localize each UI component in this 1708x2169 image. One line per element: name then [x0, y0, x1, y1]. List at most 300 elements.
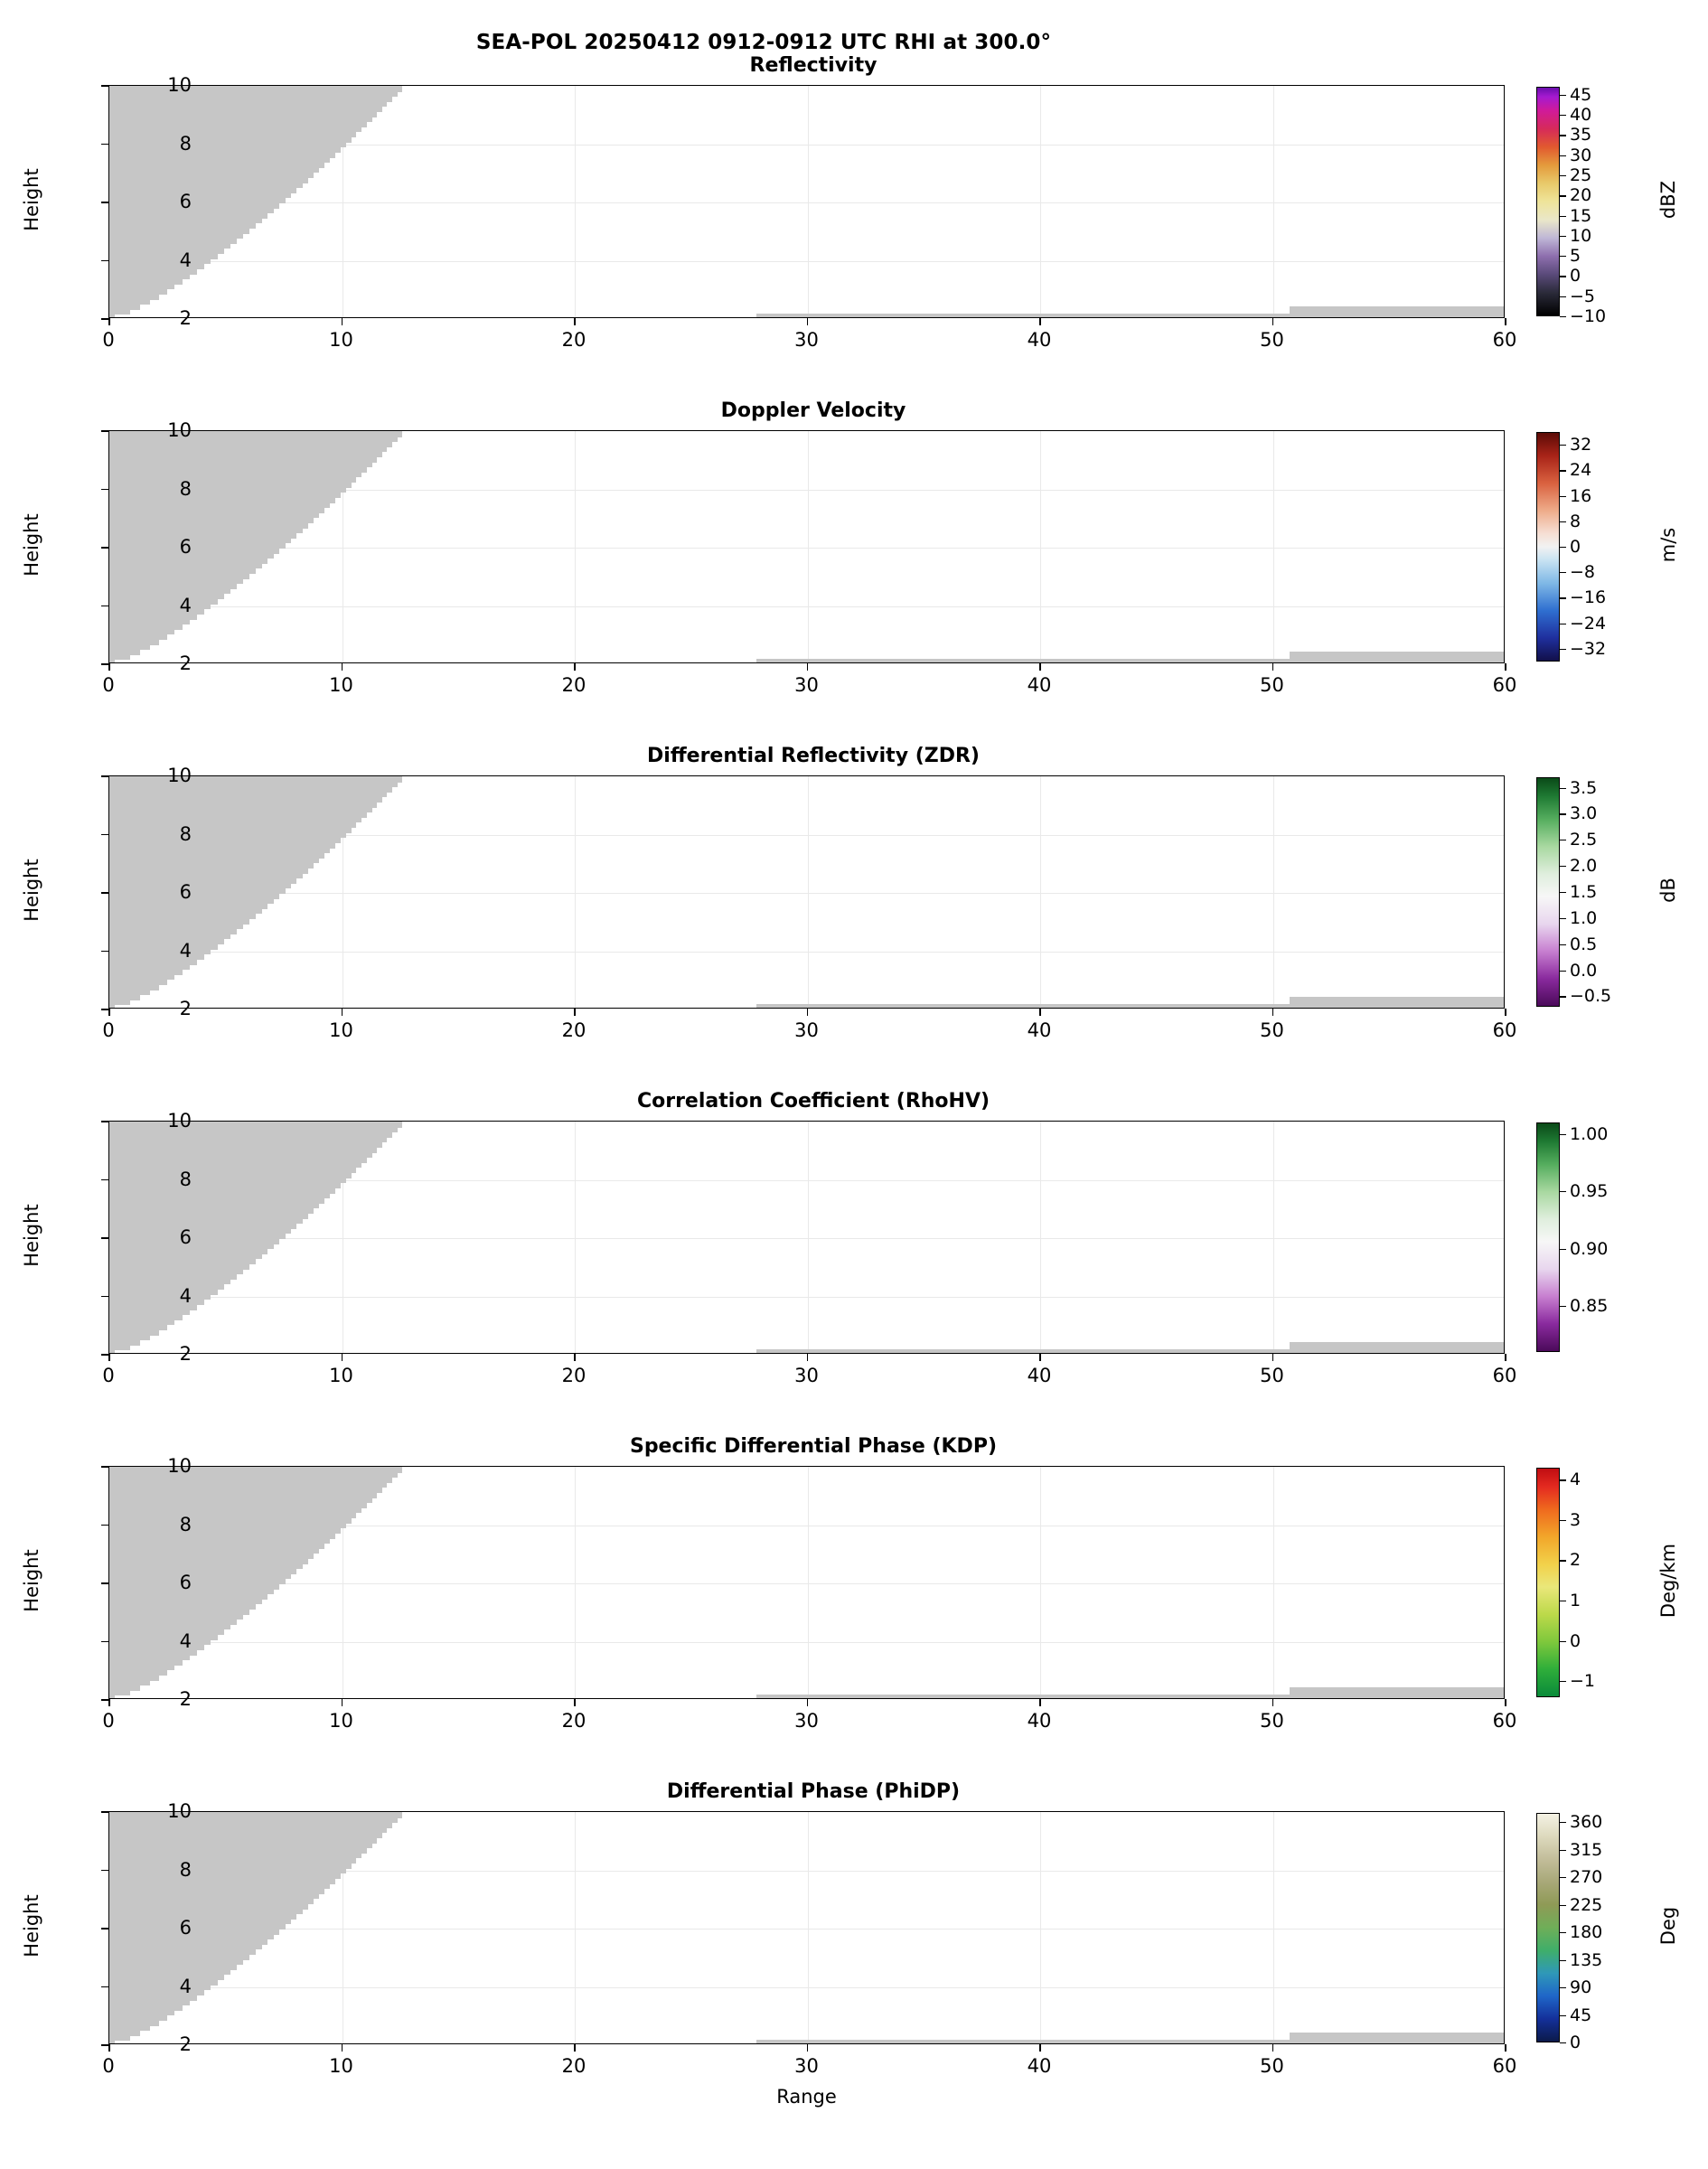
gridline-vertical	[575, 1812, 576, 2043]
masked-cell	[109, 1269, 243, 1275]
colorbar-tick-mark	[1560, 521, 1566, 522]
colorbar-tick-label: 25	[1570, 165, 1592, 186]
y-tick-label: 2	[179, 307, 192, 329]
x-tick-label: 10	[329, 2055, 353, 2077]
gridline-vertical	[1040, 1122, 1041, 1353]
colorbar-tick-mark	[1560, 1822, 1566, 1823]
colorbar-tick-label: 10	[1570, 225, 1592, 246]
masked-cell	[109, 1193, 330, 1199]
gridline-vertical	[808, 1812, 809, 2043]
masked-cell	[109, 1538, 330, 1545]
x-tick-mark	[1272, 318, 1274, 325]
y-tick-label: 8	[179, 1168, 192, 1190]
x-tick-label: 60	[1492, 674, 1517, 696]
masked-cell	[109, 984, 159, 991]
y-tick-mark	[101, 1466, 108, 1468]
colorbar-tick-label: 1.0	[1570, 907, 1598, 928]
masked-cell	[109, 233, 243, 239]
masked-cell	[109, 862, 314, 869]
colorbar-tick-label: −8	[1570, 562, 1596, 583]
y-tick-label: 6	[179, 536, 192, 558]
x-tick-mark	[108, 1699, 110, 1706]
masked-cell	[109, 1837, 377, 1844]
masked-cell	[109, 278, 183, 285]
gridline-vertical	[808, 431, 809, 662]
y-tick-label: 10	[167, 1455, 192, 1477]
masked-cell	[109, 792, 387, 798]
colorbar-tick-mark	[1560, 95, 1566, 96]
masked-cell	[109, 1669, 167, 1676]
gridline-vertical	[1273, 431, 1274, 662]
y-tick-label: 6	[179, 1917, 192, 1939]
x-tick-mark	[574, 1354, 576, 1361]
colorbar-tick-mark	[1560, 788, 1566, 789]
x-tick-label: 20	[561, 1365, 587, 1386]
x-tick-label: 50	[1260, 2055, 1284, 2077]
plot-area	[108, 1121, 1505, 1354]
y-tick-mark	[101, 1641, 108, 1643]
x-tick-mark	[1039, 663, 1041, 671]
x-tick-mark	[1272, 2044, 1274, 2052]
chart-panel-4	[0, 1090, 1708, 1388]
masked-cell	[109, 157, 330, 164]
masked-cell	[109, 462, 372, 468]
x-tick-label: 10	[329, 1019, 353, 1041]
colorbar-tick-label: 3.0	[1570, 803, 1598, 824]
y-tick-label: 2	[179, 1688, 192, 1710]
y-axis-label: Height	[21, 1549, 42, 1612]
colorbar-tick-mark	[1560, 1681, 1566, 1682]
x-tick-mark	[1039, 1009, 1041, 1016]
colorbar-tick-label: 16	[1570, 485, 1592, 506]
masked-cell	[109, 1502, 367, 1508]
colorbar-tick-label: 270	[1570, 1867, 1603, 1888]
colorbar	[1536, 777, 1560, 1007]
x-tick-label: 60	[1492, 329, 1517, 351]
colorbar-tick-label: 360	[1570, 1812, 1603, 1833]
y-axis-label: Height	[21, 513, 42, 577]
masked-cell	[109, 2025, 150, 2032]
masked-cell	[109, 1954, 249, 1960]
masked-cell	[109, 218, 262, 224]
colorbar-tick-label: 0	[1570, 2033, 1581, 2052]
x-tick-mark	[1039, 318, 1041, 325]
masked-region-low-level-band-1	[756, 1695, 1290, 1699]
masked-cell	[109, 212, 267, 219]
y-tick-mark	[101, 547, 108, 549]
gridline-vertical	[808, 1122, 809, 1353]
x-tick-label: 40	[1027, 674, 1052, 696]
masked-cell	[109, 639, 159, 645]
colorbar-tick-mark	[1560, 2042, 1566, 2043]
masked-cell	[109, 1619, 237, 1625]
gridline-vertical	[1040, 776, 1041, 1008]
masked-cell	[109, 807, 372, 813]
y-tick-mark	[101, 260, 108, 262]
colorbar-tick-label: 315	[1570, 1839, 1603, 1860]
colorbar-tick-label: 0	[1570, 266, 1581, 286]
x-tick-label: 30	[794, 1710, 819, 1732]
colorbar-tick-label: 15	[1570, 205, 1592, 226]
colorbar-tick-mark	[1560, 276, 1566, 277]
masked-cell	[109, 1207, 314, 1214]
x-tick-mark	[807, 1354, 809, 1361]
masked-cell	[109, 1832, 382, 1838]
colorbar-tick-mark	[1560, 1905, 1566, 1906]
x-tick-label: 0	[102, 329, 115, 351]
x-tick-label: 0	[102, 674, 115, 696]
colorbar-tick-mark	[1560, 1850, 1566, 1851]
masked-cell	[109, 1843, 372, 1849]
masked-cell	[109, 222, 256, 229]
masked-cell	[109, 1329, 159, 1336]
colorbar-tick-mark	[1560, 597, 1566, 598]
masked-cell	[109, 918, 249, 925]
masked-cell	[109, 294, 159, 300]
colorbar	[1536, 1468, 1560, 1697]
y-tick-label: 2	[179, 2033, 192, 2055]
colorbar-tick-mark	[1560, 996, 1566, 997]
masked-cell	[109, 1218, 303, 1225]
masked-cell	[109, 299, 150, 305]
masked-cell	[109, 964, 190, 971]
y-tick-mark	[101, 775, 108, 777]
x-tick-label: 10	[329, 674, 353, 696]
x-tick-mark	[807, 2044, 809, 2052]
plot-area	[108, 1811, 1505, 2044]
x-tick-label: 20	[561, 329, 587, 351]
y-tick-mark	[101, 489, 108, 491]
colorbar-tick-label: 2.5	[1570, 830, 1598, 850]
masked-cell	[109, 274, 190, 280]
colorbar-tick-mark	[1560, 195, 1566, 196]
masked-cell	[109, 588, 230, 595]
chart-panel-5	[0, 1435, 1708, 1733]
masked-cell	[109, 858, 319, 864]
masked-cell	[109, 1827, 387, 1834]
colorbar-tick-mark	[1560, 1249, 1566, 1250]
colorbar-tick-label: 0.0	[1570, 960, 1598, 981]
masked-cell	[109, 466, 367, 473]
x-axis-label: Range	[776, 2086, 837, 2108]
x-tick-label: 50	[1260, 329, 1284, 351]
colorbar-tick-label: 0.95	[1570, 1181, 1609, 1202]
masked-cell	[109, 1507, 361, 1514]
x-tick-label: 20	[561, 1019, 587, 1041]
chart-panel-6	[0, 1780, 1708, 2108]
colorbar-tick-label: −0.5	[1570, 986, 1612, 1007]
masked-cell	[109, 522, 308, 529]
colorbar-tick-mark	[1560, 892, 1566, 893]
x-tick-mark	[342, 1009, 343, 1016]
y-tick-mark	[101, 1354, 108, 1356]
colorbar-tick-label: 45	[1570, 2005, 1592, 2025]
colorbar-tick-label: 90	[1570, 1977, 1592, 1998]
y-tick-label: 4	[179, 939, 192, 962]
x-tick-mark	[1039, 1354, 1041, 1361]
x-tick-label: 40	[1027, 1365, 1052, 1386]
masked-cell	[109, 913, 256, 919]
x-tick-mark	[1272, 1009, 1274, 1016]
panel-title: Differential Reflectivity (ZDR)	[647, 745, 980, 767]
masked-cell	[109, 2010, 174, 2016]
x-tick-label: 40	[1027, 1710, 1052, 1732]
masked-cell	[109, 121, 367, 127]
y-tick-mark	[101, 1121, 108, 1122]
colorbar-tick-mark	[1560, 316, 1566, 317]
masked-cell	[109, 1624, 230, 1630]
colorbar-axis-label: dB	[1657, 878, 1679, 903]
masked-cell	[109, 1898, 314, 1904]
y-tick-mark	[101, 892, 108, 894]
gridline-vertical	[575, 431, 576, 662]
gridline-vertical	[808, 1467, 809, 1698]
y-tick-label: 8	[179, 132, 192, 155]
chart-panel-3	[0, 745, 1708, 1043]
masked-cell	[109, 1477, 392, 1483]
y-tick-label: 4	[179, 1629, 192, 1652]
masked-cell	[109, 573, 249, 579]
x-tick-mark	[1505, 1009, 1506, 1016]
colorbar-tick-label: 0.85	[1570, 1296, 1609, 1317]
x-tick-label: 40	[1027, 2055, 1052, 2077]
masked-cell	[109, 969, 183, 975]
colorbar-tick-label: 135	[1570, 1949, 1603, 1970]
masked-cell	[109, 512, 319, 519]
y-tick-label: 4	[179, 1975, 192, 1997]
y-tick-mark	[101, 430, 108, 432]
masked-cell	[109, 1310, 190, 1316]
colorbar-tick-mark	[1560, 1191, 1566, 1192]
colorbar-tick-mark	[1560, 135, 1566, 136]
colorbar-tick-label: 0.90	[1570, 1238, 1609, 1259]
y-axis-label: Height	[21, 1894, 42, 1958]
colorbar-tick-label: 3.5	[1570, 777, 1598, 798]
masked-cell	[109, 1903, 308, 1910]
masked-cell	[109, 1558, 308, 1564]
masked-cell	[109, 1258, 256, 1264]
colorbar-axis-label: Deg	[1657, 1906, 1679, 1946]
masked-cell	[109, 1680, 150, 1686]
masked-cell	[109, 1498, 372, 1504]
masked-cell	[109, 1964, 237, 1970]
y-tick-mark	[101, 202, 108, 203]
figure-suptitle: SEA-POL 20250412 0912-0912 UTC RHI at 300.0°	[475, 31, 1052, 54]
x-tick-mark	[1505, 318, 1506, 325]
colorbar-tick-label: 8	[1570, 511, 1581, 531]
gridline-vertical	[1040, 1467, 1041, 1698]
colorbar-tick-label: 0.5	[1570, 934, 1598, 954]
masked-region-low-level-band-1	[756, 659, 1290, 663]
masked-cell	[109, 284, 174, 290]
masked-cell	[109, 1909, 303, 1915]
y-tick-mark	[101, 1582, 108, 1584]
colorbar-tick-label: 0	[1570, 1630, 1581, 1651]
x-tick-mark	[807, 663, 809, 671]
x-tick-label: 0	[102, 1019, 115, 1041]
gridline-vertical	[575, 1467, 576, 1698]
x-tick-mark	[574, 663, 576, 671]
masked-cell	[109, 1609, 249, 1615]
masked-cell	[109, 451, 382, 457]
y-tick-mark	[101, 951, 108, 953]
y-tick-mark	[101, 85, 108, 87]
gridline-vertical	[1273, 1812, 1274, 2043]
colorbar-tick-label: 35	[1570, 125, 1592, 146]
gridline-vertical	[1040, 431, 1041, 662]
x-tick-mark	[1272, 1699, 1274, 1706]
colorbar-tick-label: 5	[1570, 246, 1581, 267]
colorbar-tick-mark	[1560, 155, 1566, 156]
y-tick-mark	[101, 834, 108, 836]
plot-area	[108, 85, 1505, 318]
chart-panel-2	[0, 399, 1708, 698]
x-tick-mark	[108, 1009, 110, 1016]
masked-cell	[109, 1152, 372, 1159]
masked-cell	[109, 502, 330, 509]
masked-cell	[109, 2020, 159, 2026]
masked-cell	[109, 796, 382, 803]
masked-cell	[109, 1141, 382, 1148]
x-tick-label: 30	[794, 1365, 819, 1386]
masked-region-low-level-band-2	[1290, 1687, 1505, 1699]
masked-cell	[109, 446, 387, 453]
colorbar-tick-mark	[1560, 1641, 1566, 1642]
colorbar-tick-mark	[1560, 2015, 1566, 2016]
y-tick-mark	[101, 1811, 108, 1813]
masked-cell	[109, 1263, 249, 1270]
masked-cell	[109, 908, 262, 915]
x-tick-label: 50	[1260, 1710, 1284, 1732]
masked-cell	[109, 127, 361, 133]
x-tick-label: 50	[1260, 674, 1284, 696]
y-tick-mark	[101, 606, 108, 607]
masked-cell	[109, 1482, 387, 1488]
masked-cell	[109, 2000, 190, 2006]
chart-panel-1	[0, 54, 1708, 352]
x-tick-mark	[108, 1354, 110, 1361]
masked-cell	[109, 1959, 243, 1966]
x-tick-mark	[574, 2044, 576, 2052]
colorbar-tick-label: 0	[1570, 537, 1581, 557]
y-axis-label: Height	[21, 859, 42, 922]
colorbar-tick-mark	[1560, 813, 1566, 814]
masked-cell	[109, 1883, 330, 1890]
y-axis-label: Height	[21, 1204, 42, 1267]
x-tick-mark	[1039, 1699, 1041, 1706]
masked-cell	[109, 1203, 319, 1209]
x-tick-label: 60	[1492, 1019, 1517, 1041]
masked-cell	[109, 288, 167, 295]
x-tick-label: 40	[1027, 1019, 1052, 1041]
masked-cell	[109, 1614, 243, 1620]
y-tick-label: 6	[179, 1226, 192, 1248]
colorbar-tick-mark	[1560, 496, 1566, 497]
masked-cell	[109, 568, 256, 574]
colorbar-tick-label: 30	[1570, 145, 1592, 165]
colorbar-tick-mark	[1560, 1960, 1566, 1961]
colorbar-tick-mark	[1560, 216, 1566, 217]
y-tick-mark	[101, 1296, 108, 1298]
masked-cell	[109, 578, 243, 585]
gridline-vertical	[1273, 776, 1274, 1008]
colorbar-tick-mark	[1560, 296, 1566, 297]
y-tick-mark	[101, 144, 108, 146]
masked-cell	[109, 1888, 324, 1894]
colorbar-tick-mark	[1560, 971, 1566, 972]
colorbar-tick-label: 180	[1570, 1922, 1603, 1943]
x-tick-mark	[1272, 1354, 1274, 1361]
gridline-vertical	[1273, 1467, 1274, 1698]
colorbar-tick-label: 4	[1570, 1469, 1581, 1490]
y-axis-label: Height	[21, 168, 42, 231]
x-tick-mark	[807, 318, 809, 325]
masked-cell	[109, 1893, 319, 1900]
colorbar-tick-mark	[1560, 1932, 1566, 1933]
panel-title: Specific Differential Phase (KDP)	[629, 1435, 998, 1458]
colorbar-tick-label: −16	[1570, 587, 1607, 608]
masked-cell	[109, 1162, 361, 1169]
masked-cell	[109, 1157, 367, 1163]
colorbar-tick-label: −32	[1570, 638, 1607, 659]
colorbar-tick-label: 24	[1570, 460, 1592, 481]
masked-region-low-level-band-1	[756, 314, 1290, 318]
y-tick-label: 4	[179, 1284, 192, 1307]
plot-area	[108, 430, 1505, 663]
masked-cell	[109, 2005, 183, 2011]
masked-cell	[109, 812, 367, 818]
colorbar-tick-mark	[1560, 115, 1566, 116]
masked-cell	[109, 1853, 361, 1859]
y-tick-label: 8	[179, 1513, 192, 1535]
x-tick-label: 30	[794, 1019, 819, 1041]
colorbar-tick-mark	[1560, 1306, 1566, 1307]
x-tick-label: 10	[329, 329, 353, 351]
gridline-vertical	[808, 776, 809, 1008]
y-tick-mark	[101, 1525, 108, 1526]
panel-title: Reflectivity	[749, 54, 877, 77]
masked-cell	[109, 1847, 367, 1854]
y-tick-mark	[101, 1928, 108, 1930]
masked-cell	[109, 1969, 230, 1976]
masked-cell	[109, 1553, 314, 1559]
y-tick-label: 2	[179, 998, 192, 1019]
colorbar-tick-mark	[1560, 256, 1566, 257]
masked-cell	[109, 1944, 262, 1950]
colorbar-tick-label: 45	[1570, 84, 1592, 105]
colorbar-tick-mark	[1560, 866, 1566, 867]
colorbar-axis-label: m/s	[1657, 527, 1679, 563]
colorbar-tick-mark	[1560, 470, 1566, 471]
colorbar-tick-mark	[1560, 1520, 1566, 1521]
masked-cell	[109, 507, 324, 513]
masked-cell	[109, 441, 392, 447]
x-tick-mark	[108, 318, 110, 325]
masked-cell	[109, 456, 377, 463]
masked-cell	[109, 1939, 267, 1945]
y-tick-mark	[101, 663, 108, 665]
masked-cell	[109, 634, 167, 640]
colorbar-tick-label: −1	[1570, 1671, 1596, 1692]
colorbar-tick-label: 1	[1570, 1591, 1581, 1611]
masked-region-low-level-band-2	[1290, 997, 1505, 1009]
x-tick-mark	[1505, 2044, 1506, 2052]
colorbar-tick-label: 3	[1570, 1509, 1581, 1530]
masked-cell	[109, 228, 249, 234]
y-tick-mark	[101, 1699, 108, 1701]
masked-region-low-level-band-2	[1290, 1342, 1505, 1354]
masked-cell	[109, 1131, 392, 1138]
